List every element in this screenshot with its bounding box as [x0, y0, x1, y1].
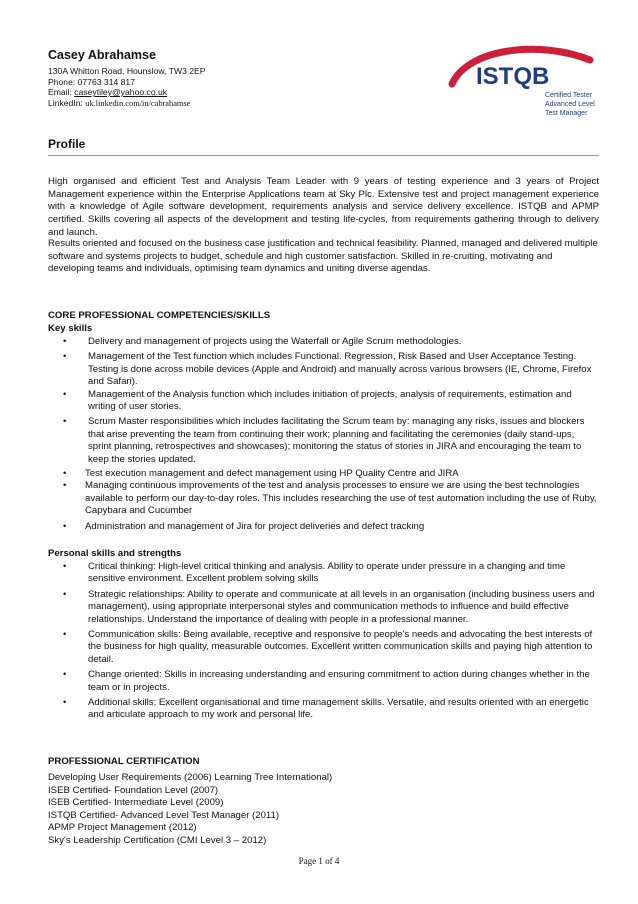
bullet-icon: •: [63, 561, 67, 572]
list-item: ISEB Certified- Intermediate Level (2009): [48, 797, 224, 809]
bullet-icon: •: [63, 697, 67, 709]
personal-skills-list: [48, 561, 599, 722]
certification-list: [48, 772, 332, 848]
bullet-icon: •: [63, 416, 67, 428]
logo-line-2: Advanced Level: [545, 101, 595, 108]
email-line: [48, 87, 205, 98]
profile-paragraph-1: High organised and efficient Test and Analysis Team Leader with 9 years of testing experience and 3 years of Project Management experience within the Enterprise Applications team at Sky Plc. Extensive test and project management experience with a knowledge of Agile software development, requirements analysis and service delivery excellence. ISTQB and APMP certified. Skills covering all aspects of the development and testing life-cycles, from requirements gathering through to delivery and launch.: [48, 176, 599, 238]
list-item: • Administration and management of Jira for project deliveries and defect tracking: [63, 520, 425, 532]
competencies-heading: CORE PROFESSIONAL COMPETENCIES/SKILLS: [48, 310, 271, 321]
list-item: ISEB Certified- Foundation Level (2007): [48, 784, 219, 796]
page-number: Page 1 of 4: [298, 856, 340, 866]
bullet-icon: •: [63, 351, 67, 363]
list-item: • Change oriented: Skills in increasing understanding and ensuring commitment to action during changes whether in the team or in projects.: [63, 669, 590, 693]
list-item: • Management of the Test function which includes Functional. Regression, Risk Based and User Acceptance Testing. Testing is done across mobile devices (Apple and Android) and manually across various browsers (IE, Chrome, Firefox and Safari).: [63, 351, 592, 388]
list-item: • Managing continuous improvements of the test and analysis processes to ensure we are using the best technologies available to perform our day-to-day roles. This includes researching the use of test automation including the use of Ruby, Capybara and Cucumber: [63, 480, 597, 517]
personal-skills-heading: Personal skills and strengths: [48, 548, 182, 559]
bullet-icon: •: [63, 669, 67, 681]
list-item: • Additional skills: Excellent organisational and time management skills. Versatile, and results oriented with an energetic and articulate approach to my work and personal life.: [63, 697, 589, 721]
email-label: Email:: [48, 87, 75, 98]
bullet-icon: •: [63, 520, 67, 532]
key-skills-heading: Key skills: [48, 323, 93, 334]
istqb-logo: [440, 40, 600, 122]
linkedin-line: [48, 98, 205, 110]
list-item: APMP Project Management (2012): [48, 822, 197, 834]
list-item: • Communication skills: Being available, receptive and responsive to people's needs and advocating the best interests of the business for high quality, measurable outcomes. Excellent written communication skills and paying high attention to detail.: [63, 629, 593, 665]
list-item: • Delivery and management of projects using the Waterfall or Agile Scrum methodologies.: [63, 336, 462, 347]
list-item: • Critical thinking: High-level critical thinking and analysis. Ability to operate under pressure in a changing and time sensitive environment. Excellent problem solving skills: [63, 561, 566, 585]
bullet-icon: •: [63, 388, 67, 400]
profile-divider: [48, 155, 599, 156]
list-item: • Scrum Master responsibilities which includes facilitating the Scrum team by: managing any risks, issues and blockers that arise preventing the team from continuing their work; planning and facilitating the ceremonies (daily stand-ups, sprint planning, retrospectives and showcases); monitoring the status of stories in JIRA and encouraging the team to keep the stories updated.: [63, 416, 585, 465]
list-item: • Strategic relationships: Ability to operate and communicate at all levels in an organisation (including business users and management), using appropriate interpersonal styles and communication methods to influence and build effective relationships. Understand the importance of dealing with people in a professional manner.: [63, 588, 595, 625]
linkedin-label: LinkedIn:: [48, 97, 86, 108]
list-item: • Test execution management and defect management using HP Quality Centre and JIRA: [63, 468, 459, 480]
logo-brand: ISTQB: [476, 63, 550, 90]
bullet-icon: •: [63, 468, 67, 480]
bullet-icon: •: [63, 629, 67, 641]
list-item: ISTQB Certified- Advanced Level Test Manager (2011): [48, 809, 280, 821]
contact-block: [48, 66, 205, 109]
bullet-icon: •: [63, 588, 67, 600]
list-item: Sky's Leadership Certification (CMI Level 3 – 2012): [48, 834, 267, 846]
linkedin-url: uk.linkedin.com/in/cabrahamse: [85, 98, 191, 108]
address: 130A Whitton Road, Hounslow, TW3 2EP: [48, 66, 206, 76]
candidate-name: Casey Abrahamse: [48, 48, 156, 62]
logo-line-3: Test Manager: [545, 110, 588, 117]
profile-heading: Profile: [48, 137, 86, 151]
bullet-icon: •: [63, 336, 67, 347]
key-skills-list: [48, 336, 599, 533]
email-link[interactable]: caseytiley@yahoo.co.uk: [74, 87, 168, 98]
list-item: • Management of the Analysis function which includes initiation of projects, analysis of requirements, estimation and writing of user stories.: [63, 388, 572, 413]
bullet-icon: •: [63, 480, 67, 492]
profile-paragraph-2: Results oriented and focused on the business case justification and technical feasibility. Planned, managed and delivered multiple software and systems projects to budget, schedule and high customer satisfaction. Skilled in re-cruiting, motivating and developing teams and individuals, optimising team dynamics and uniting diverse agendas.: [48, 238, 598, 275]
list-item: Developing User Requirements (2006) Learning Tree International): [48, 772, 333, 783]
logo-line-1: Certified Tester: [545, 92, 592, 99]
certification-heading: PROFESSIONAL CERTIFICATION: [48, 756, 200, 767]
phone: Phone: 07763 314 817: [48, 76, 135, 87]
